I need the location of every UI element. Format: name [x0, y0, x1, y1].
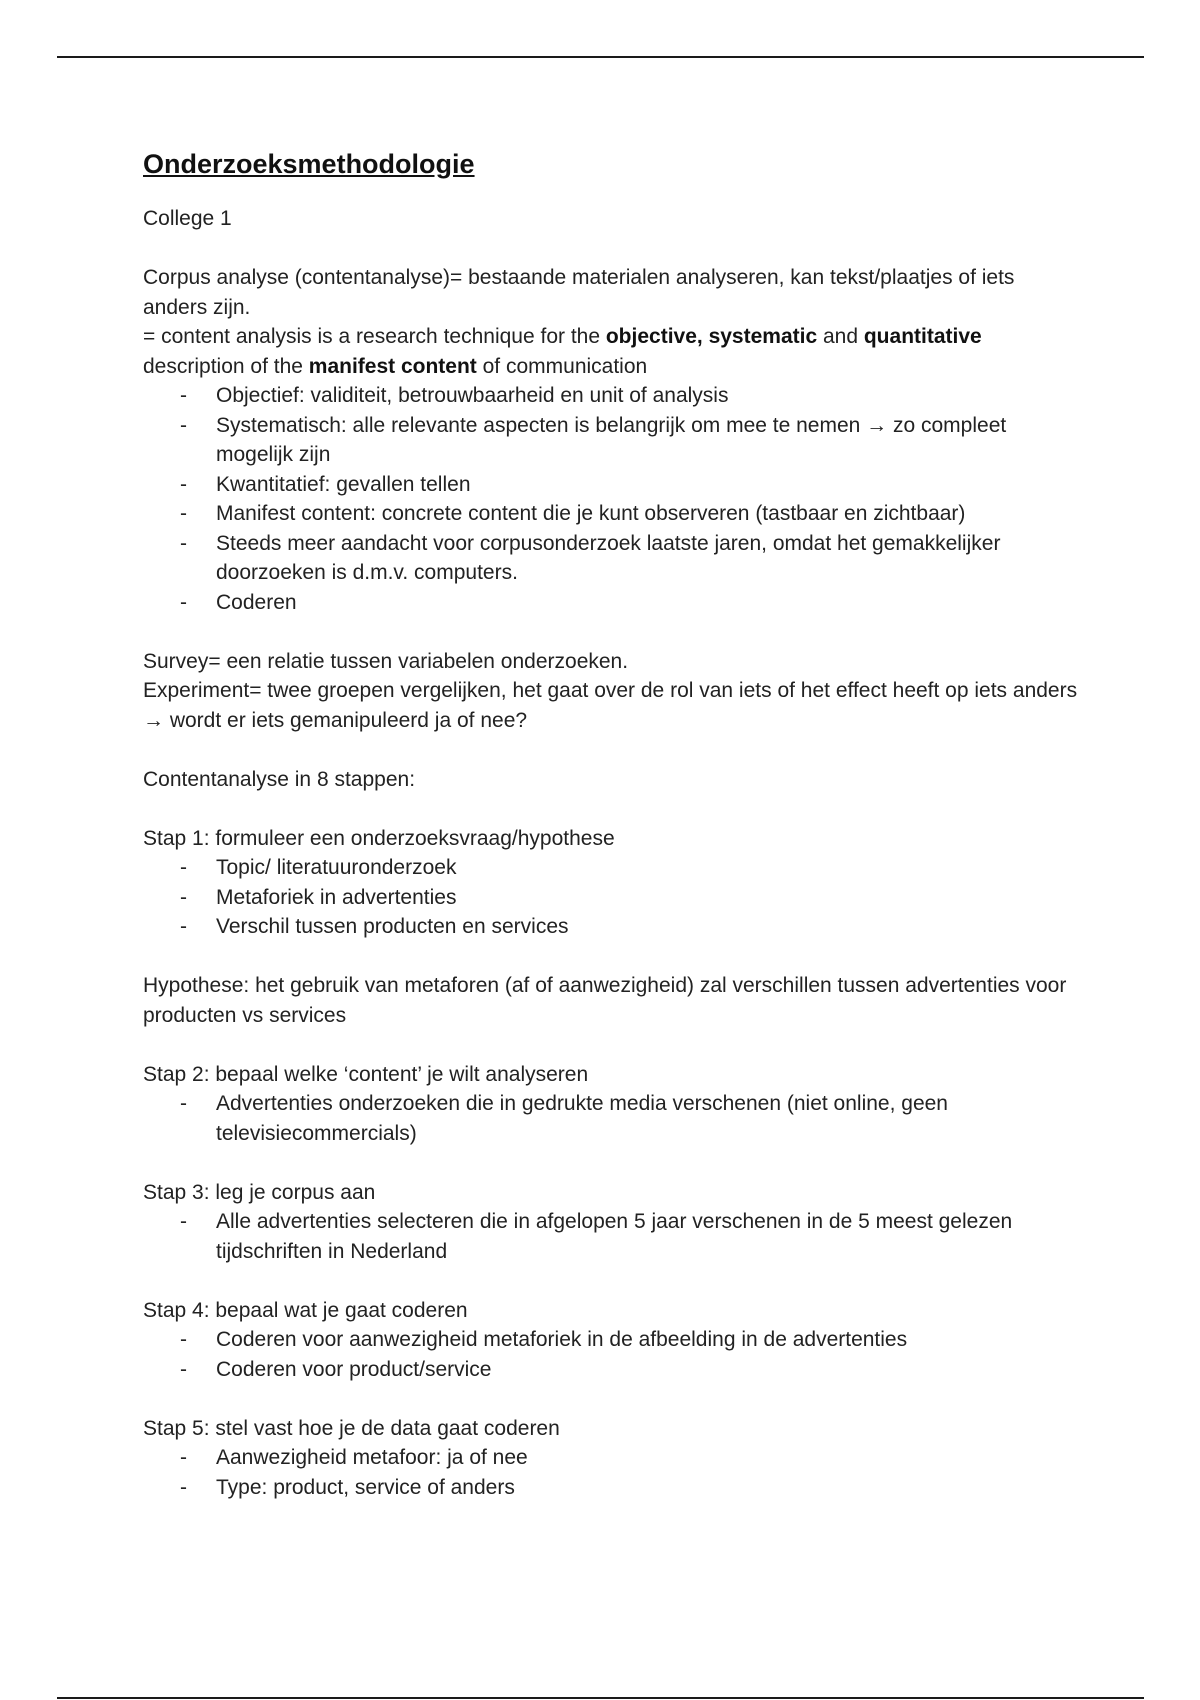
- page-title: Onderzoeksmethodologie: [143, 149, 475, 179]
- step3-heading: Stap 3: leg je corpus aan: [143, 1180, 376, 1204]
- top-rule: [57, 56, 1144, 58]
- list-item: - Advertenties onderzoeken die in gedrukte media verschenen (niet online, geen televisiecommercials): [180, 1092, 948, 1145]
- survey-definition: Survey= een relatie tussen variabelen onderzoeken.: [143, 649, 629, 673]
- list-item: - Manifest content: concrete content die je kunt observeren (tastbaar en zichtbaar): [180, 502, 966, 525]
- list-item: - Coderen: [180, 590, 297, 614]
- document-body: [143, 146, 1083, 1502]
- step1-list: [143, 853, 1083, 942]
- hypothesis: Hypothese: het gebruik van metaforen (af of aanwezigheid) zal verschillen tussen advertenties voor producten vs services: [143, 974, 1067, 1027]
- list-item: - Aanwezigheid metafoor: ja of nee: [180, 1446, 528, 1469]
- step1-heading: Stap 1: formuleer een onderzoeksvraag/hypothese: [143, 826, 615, 850]
- college-label: College 1: [143, 207, 232, 230]
- step4-list: [143, 1325, 1083, 1384]
- step3-list: [143, 1207, 1083, 1266]
- corpus-definition: Corpus analyse (contentanalyse)= bestaande materialen analyseren, kan tekst/plaatjes of iets anders zijn.: [143, 266, 1015, 319]
- experiment-definition: Experiment= twee groepen vergelijken, het gaat over de rol van iets of het effect heeft op iets anders → wordt er iets gemanipuleerd ja of nee?: [143, 679, 1078, 732]
- bottom-rule: [57, 1697, 1144, 1699]
- list-item: - Verschil tussen producten en services: [180, 915, 569, 938]
- step2-heading: Stap 2: bepaal welke ‘content’ je wilt analyseren: [143, 1062, 589, 1086]
- step2-list: [143, 1089, 1083, 1148]
- list-item: - Topic/ literatuuronderzoek: [180, 856, 457, 879]
- list-item: - Coderen voor aanwezigheid metaforiek in de afbeelding in de advertenties: [180, 1328, 908, 1351]
- list-item: - Systematisch: alle relevante aspecten is belangrijk om mee te nemen → zo compleet mogelijk zijn: [180, 413, 1007, 466]
- list-item: - Objectief: validiteit, betrouwbaarheid en unit of analysis: [180, 384, 729, 407]
- list-item: - Metaforiek in advertenties: [180, 885, 457, 909]
- steps-intro: Contentanalyse in 8 stappen:: [143, 767, 416, 791]
- corpus-list: [143, 381, 1083, 617]
- step5-heading: Stap 5: stel vast hoe je de data gaat coderen: [143, 1416, 560, 1440]
- content-analysis-definition: = content analysis is a research technique for the objective, systematic and quantitative description of the manifest content of communication: [143, 325, 982, 378]
- list-item: - Alle advertenties selecteren die in afgelopen 5 jaar verschenen in de 5 meest gelezen tijdschriften in Nederland: [180, 1210, 1013, 1263]
- list-item: - Coderen voor product/service: [180, 1357, 492, 1381]
- list-item: - Kwantitatief: gevallen tellen: [180, 472, 471, 496]
- list-item: - Steeds meer aandacht voor corpusonderzoek laatste jaren, omdat het gemakkelijker doorzoeken is d.m.v. computers.: [180, 531, 1001, 584]
- list-item: - Type: product, service of anders: [180, 1475, 515, 1499]
- step4-heading: Stap 4: bepaal wat je gaat coderen: [143, 1298, 468, 1322]
- step5-list: [143, 1443, 1083, 1502]
